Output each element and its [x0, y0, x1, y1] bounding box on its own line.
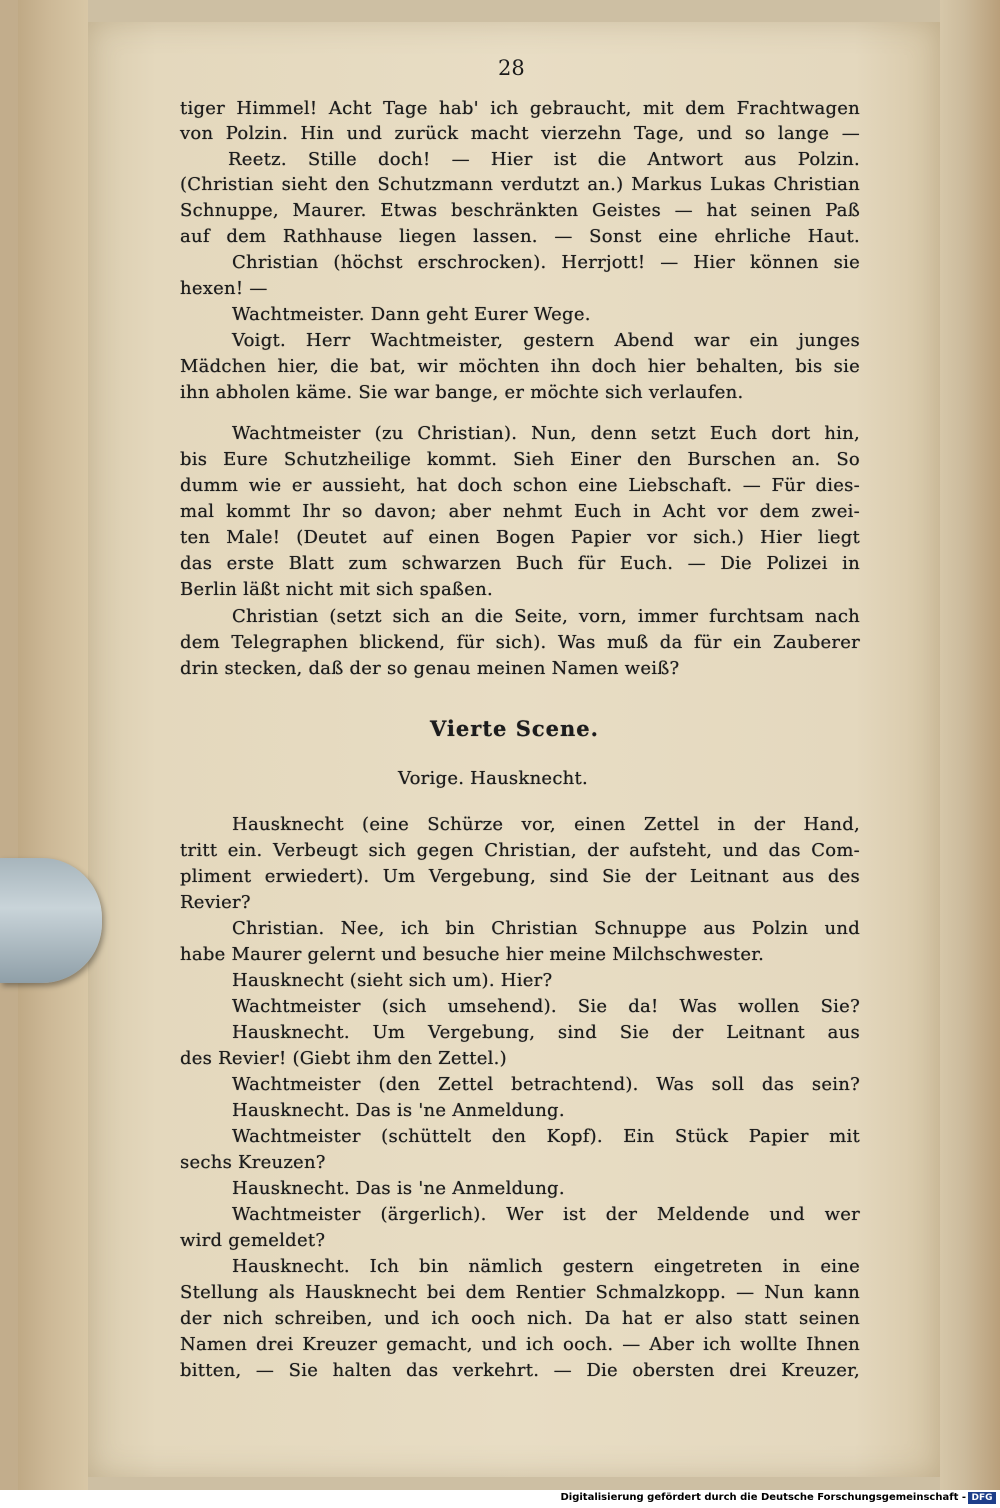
text-line: Wachtmeister (zu Christian). Nun, denn setzt Euch dort hin,: [232, 423, 860, 444]
text-line: bis Eure Schutzheilige kommt. Sieh Einer den Burschen an. So: [180, 449, 860, 470]
footer-credit: Digitalisierung gefördert durch die Deutsche Forschungsgemeinschaft -: [560, 1492, 966, 1503]
book-left-edge: [18, 0, 88, 1490]
text-line: wird gemeldet?: [180, 1230, 326, 1251]
text-line: des Revier! (Giebt ihm den Zettel.): [180, 1048, 507, 1069]
text-line: ten Male! (Deutet auf einen Bogen Papier vor sich.) Hier liegt: [180, 527, 860, 548]
text-line: hexen! —: [180, 278, 268, 299]
book-right-edge: [940, 0, 1000, 1490]
text-line: Hausknecht. Um Vergebung, sind Sie der Leitnant aus: [232, 1022, 860, 1043]
text-line: auf dem Rathhause liegen lassen. — Sonst eine ehrliche Haut.: [180, 226, 860, 247]
text-line: (Christian sieht den Schutzmann verdutzt an.) Markus Lukas Christian: [180, 174, 860, 195]
text-line: Reetz. Stille doch! — Hier ist die Antwort aus Polzin.: [228, 149, 860, 170]
text-line: sechs Kreuzen?: [180, 1152, 326, 1173]
text-line: Hausknecht (sieht sich um). Hier?: [232, 970, 553, 991]
text-line: Christian (setzt sich an die Seite, vorn, immer furchtsam nach: [232, 606, 860, 627]
text-line: Hausknecht (eine Schürze vor, einen Zettel in der Hand,: [232, 814, 860, 835]
text-line: drin stecken, daß der so genau meinen Namen weiß?: [180, 658, 680, 679]
text-line: Berlin läßt nicht mit sich spaßen.: [180, 579, 493, 600]
text-line: Namen drei Kreuzer gemacht, und ich ooch. — Aber ich wollte Ihnen: [180, 1334, 860, 1355]
text-line: Hausknecht. Das is 'ne Anmeldung.: [232, 1100, 565, 1121]
text-line: tiger Himmel! Acht Tage hab' ich gebraucht, mit dem Frachtwagen: [180, 98, 860, 119]
text-line: habe Maurer gelernt und besuche hier meine Milchschwester.: [180, 944, 765, 965]
text-line: pliment erwiedert). Um Vergebung, sind Sie der Leitnant aus des: [180, 866, 860, 887]
text-line: mal kommt Ihr so davon; aber nehmt Euch in Acht vor dem zwei-: [180, 501, 860, 522]
text-line: der nich schreiben, und ich ooch nich. Da hat er also statt seinen: [180, 1308, 860, 1329]
text-line: von Polzin. Hin und zurück macht vierzehn Tage, und so lange —: [180, 123, 860, 144]
text-line: Hausknecht. Das is 'ne Anmeldung.: [232, 1178, 565, 1199]
text-line: Mädchen hier, die bat, wir möchten ihn doch hier behalten, bis sie: [180, 356, 860, 377]
text-line: Christian (höchst erschrocken). Herrjott! — Hier können sie: [232, 252, 860, 273]
text-line: Revier?: [180, 892, 251, 913]
text-line: Wachtmeister (den Zettel betrachtend). Was soll das sein?: [232, 1074, 860, 1095]
text-line: Christian. Nee, ich bin Christian Schnuppe aus Polzin und: [232, 918, 860, 939]
text-line: dumm wie er aussieht, hat doch schon eine Liebschaft. — Für dies-: [180, 475, 860, 496]
text-line: ihn abholen käme. Sie war bange, er möchte sich verlaufen.: [180, 382, 744, 403]
text-line: das erste Blatt zum schwarzen Buch für Euch. — Die Polizei in: [180, 553, 860, 574]
text-line: Wachtmeister (ärgerlich). Wer ist der Meldende und wer: [232, 1204, 860, 1225]
text-line: Wachtmeister (schüttelt den Kopf). Ein Stück Papier mit: [232, 1126, 860, 1147]
scene-heading: Vierte Scene.: [430, 716, 599, 741]
text-line: Hausknecht. Ich bin nämlich gestern eingetreten in eine: [232, 1256, 860, 1277]
scan-left-strip: [0, 0, 18, 1490]
text-line: Wachtmeister. Dann geht Eurer Wege.: [232, 304, 591, 325]
text-line: Stellung als Hausknecht bei dem Rentier Schmalzkopp. — Nun kann: [180, 1282, 860, 1303]
page-number: 28: [498, 56, 525, 80]
scene-characters: Vorige. Hausknecht.: [398, 768, 588, 789]
text-line: Voigt. Herr Wachtmeister, gestern Abend war ein junges: [232, 330, 860, 351]
text-line: bitten, — Sie halten das verkehrt. — Die obersten drei Kreuzer,: [180, 1360, 860, 1381]
text-line: Wachtmeister (sich umsehend). Sie da! Was wollen Sie?: [232, 996, 860, 1017]
text-line: dem Telegraphen blickend, für sich). Was muß da für ein Zauberer: [180, 632, 860, 653]
text-line: Schnuppe, Maurer. Etwas beschränkten Geistes — hat seinen Paß: [180, 200, 860, 221]
text-line: tritt ein. Verbeugt sich gegen Christian, der aufsteht, und das Com-: [180, 840, 860, 861]
dfg-logo: DFG: [968, 1492, 996, 1504]
